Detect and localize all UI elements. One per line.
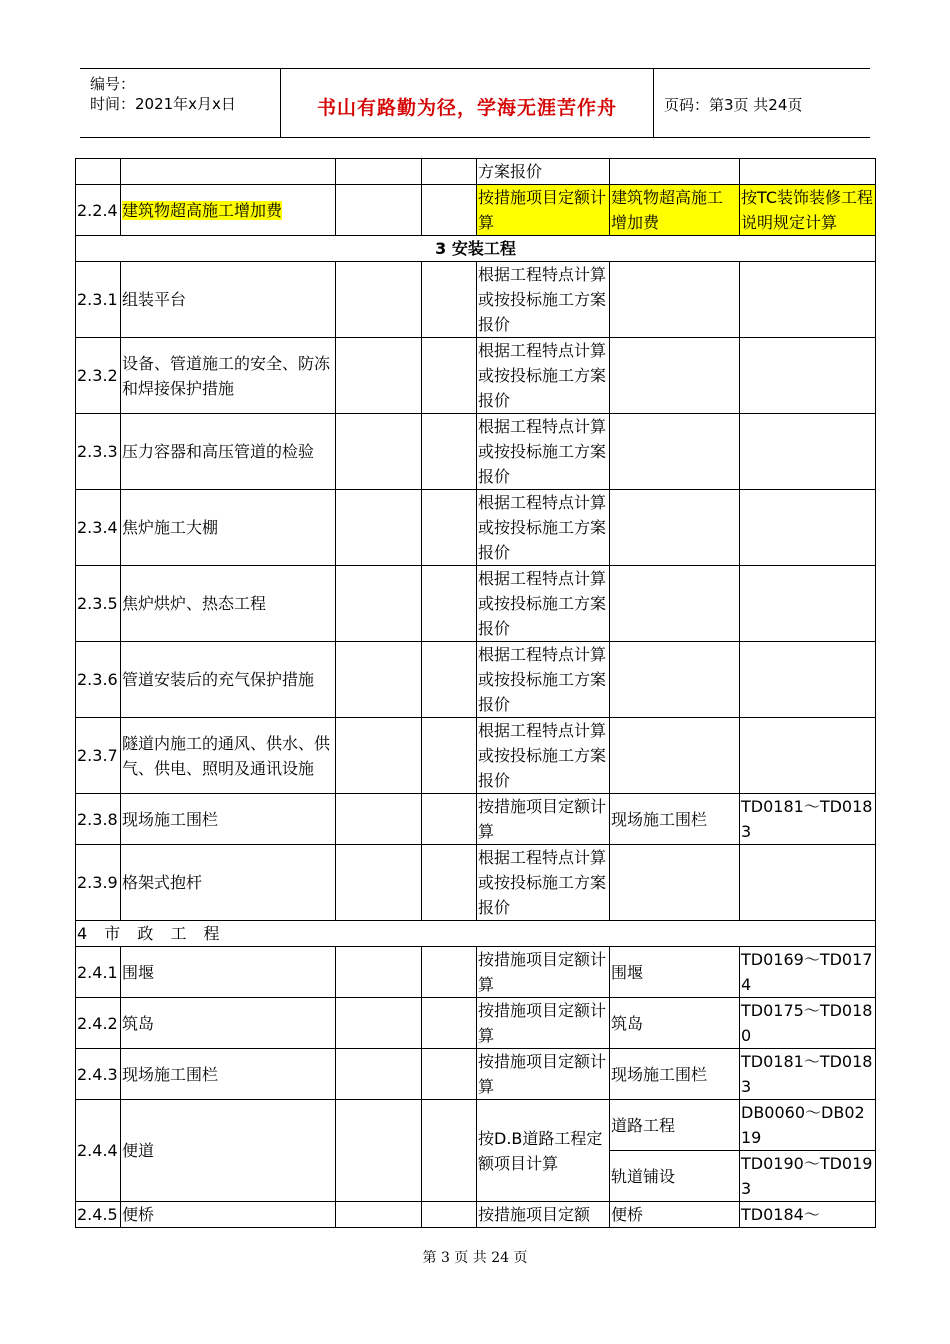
name-cell: 筑岛 <box>121 998 336 1049</box>
header-page-number: 页码：第3页 共24页 <box>664 96 803 114</box>
empty-cell <box>422 642 477 718</box>
item-cell <box>610 414 740 490</box>
item-cell <box>610 159 740 185</box>
ref-cell: TD0181～TD0183 <box>740 1049 876 1100</box>
name-cell <box>121 185 336 236</box>
method-cell: 按措施项目定额计算 <box>477 1049 610 1100</box>
empty-cell <box>422 718 477 794</box>
ref-cell: DB0060～DB0219 <box>740 1100 876 1151</box>
section-row <box>76 236 876 262</box>
item-cell <box>610 566 740 642</box>
section-heading: 4 市 政 工 程 <box>76 921 876 947</box>
method-cell: 根据工程特点计算或按投标施工方案报价 <box>477 262 610 338</box>
ref-cell <box>740 718 876 794</box>
code-cell: 2.3.6 <box>76 642 121 718</box>
method-cell: 根据工程特点计算或按投标施工方案报价 <box>477 414 610 490</box>
item-cell: 道路工程 <box>610 1100 740 1151</box>
empty-cell <box>336 1100 422 1202</box>
code-cell: 2.3.9 <box>76 845 121 921</box>
method-cell: 根据工程特点计算或按投标施工方案报价 <box>477 718 610 794</box>
method-cell: 根据工程特点计算或按投标施工方案报价 <box>477 845 610 921</box>
empty-cell <box>422 998 477 1049</box>
method-cell: 根据工程特点计算或按投标施工方案报价 <box>477 642 610 718</box>
item-cell <box>610 262 740 338</box>
method-cell: 按措施项目定额计算 <box>477 947 610 998</box>
empty-cell <box>422 262 477 338</box>
empty-cell <box>336 1202 422 1228</box>
name-cell: 现场施工围栏 <box>121 1049 336 1100</box>
method-cell: 按D.B道路工程定额项目计算 <box>477 1100 610 1202</box>
name-cell: 焦炉烘炉、热态工程 <box>121 566 336 642</box>
table-row <box>76 947 876 998</box>
name-cell: 隧道内施工的通风、供水、供气、供电、照明及通讯设施 <box>121 718 336 794</box>
method-cell: 根据工程特点计算或按投标施工方案报价 <box>477 566 610 642</box>
method-cell: 根据工程特点计算或按投标施工方案报价 <box>477 490 610 566</box>
table-row <box>76 185 876 236</box>
table-row <box>76 159 876 185</box>
code-cell: 2.3.4 <box>76 490 121 566</box>
ref-cell: TD0190～TD0193 <box>740 1151 876 1202</box>
empty-cell <box>336 159 422 185</box>
item-cell <box>610 845 740 921</box>
method-cell: 根据工程特点计算或按投标施工方案报价 <box>477 338 610 414</box>
item-cell <box>610 490 740 566</box>
empty-cell <box>422 414 477 490</box>
highlighted-name: 建筑物超高施工增加费 <box>122 200 283 220</box>
ref-cell: TD0175～TD0180 <box>740 998 876 1049</box>
name-cell <box>121 159 336 185</box>
item-cell: 现场施工围栏 <box>610 1049 740 1100</box>
code-cell: 2.4.4 <box>76 1100 121 1202</box>
ref-cell: TD0169～TD0174 <box>740 947 876 998</box>
table-row <box>76 490 876 566</box>
empty-cell <box>336 185 422 236</box>
empty-cell <box>336 338 422 414</box>
ref-cell <box>740 642 876 718</box>
empty-cell <box>336 794 422 845</box>
table-row <box>76 262 876 338</box>
empty-cell <box>336 947 422 998</box>
table-row <box>76 718 876 794</box>
empty-cell <box>422 338 477 414</box>
item-cell: 轨道铺设 <box>610 1151 740 1202</box>
empty-cell <box>422 1049 477 1100</box>
empty-cell <box>422 159 477 185</box>
empty-cell <box>336 642 422 718</box>
ref-cell <box>740 338 876 414</box>
empty-cell <box>422 794 477 845</box>
method-cell: 方案报价 <box>477 159 610 185</box>
empty-cell <box>422 566 477 642</box>
ref-cell: TD0181～TD0183 <box>740 794 876 845</box>
code-cell: 2.3.3 <box>76 414 121 490</box>
ref-cell: 按TC装饰装修工程说明规定计算 <box>740 185 876 236</box>
table-row <box>76 794 876 845</box>
header-motto-cell <box>281 69 654 137</box>
table-row <box>76 414 876 490</box>
table-row <box>76 338 876 414</box>
item-cell: 围堰 <box>610 947 740 998</box>
empty-cell <box>336 998 422 1049</box>
code-cell: 2.3.1 <box>76 262 121 338</box>
name-cell: 设备、管道施工的安全、防冻和焊接保护措施 <box>121 338 336 414</box>
method-cell: 按措施项目定额 <box>477 1202 610 1228</box>
section-row <box>76 921 876 947</box>
code-cell: 2.3.2 <box>76 338 121 414</box>
code-cell: 2.2.4 <box>76 185 121 236</box>
item-cell <box>610 718 740 794</box>
table-row <box>76 1202 876 1228</box>
empty-cell <box>336 262 422 338</box>
name-cell: 焦炉施工大棚 <box>121 490 336 566</box>
empty-cell <box>422 1202 477 1228</box>
table-row <box>76 845 876 921</box>
section-heading: 3 安装工程 <box>76 236 876 262</box>
item-cell: 便桥 <box>610 1202 740 1228</box>
item-cell: 现场施工围栏 <box>610 794 740 845</box>
ref-cell <box>740 566 876 642</box>
code-cell: 2.3.7 <box>76 718 121 794</box>
name-cell: 组装平台 <box>121 262 336 338</box>
empty-cell <box>422 490 477 566</box>
name-cell: 压力容器和高压管道的检验 <box>121 414 336 490</box>
page-footer: 第 3 页 共 24 页 <box>422 1250 528 1266</box>
empty-cell <box>336 566 422 642</box>
table-row <box>76 1049 876 1100</box>
document-number-label: 编号： <box>90 75 136 93</box>
table-row <box>76 642 876 718</box>
empty-cell <box>336 490 422 566</box>
table-row <box>76 1100 876 1151</box>
code-cell: 2.3.5 <box>76 566 121 642</box>
header-page-cell <box>654 69 870 137</box>
empty-cell <box>336 718 422 794</box>
name-cell: 围堰 <box>121 947 336 998</box>
empty-cell <box>336 845 422 921</box>
table-row <box>76 566 876 642</box>
item-cell <box>610 338 740 414</box>
empty-cell <box>336 1049 422 1100</box>
code-cell <box>76 159 121 185</box>
ref-cell: TD0184～ <box>740 1202 876 1228</box>
name-cell: 管道安装后的充气保护措施 <box>121 642 336 718</box>
header-meta-cell <box>80 69 281 137</box>
measures-table-body <box>76 159 876 1228</box>
method-cell: 按措施项目定额计算 <box>477 998 610 1049</box>
name-cell: 现场施工围栏 <box>121 794 336 845</box>
page-header <box>80 68 870 138</box>
item-cell: 筑岛 <box>610 998 740 1049</box>
empty-cell <box>422 1100 477 1202</box>
empty-cell <box>422 845 477 921</box>
document-date-label: 时间：2021年x月x日 <box>90 95 236 113</box>
ref-cell <box>740 414 876 490</box>
name-cell: 便道 <box>121 1100 336 1202</box>
code-cell: 2.4.5 <box>76 1202 121 1228</box>
header-motto: 书山有路勤为径，学海无涯苦作舟 <box>316 97 617 119</box>
ref-cell <box>740 159 876 185</box>
empty-cell <box>336 414 422 490</box>
item-cell: 建筑物超高施工增加费 <box>610 185 740 236</box>
ref-cell <box>740 845 876 921</box>
empty-cell <box>422 947 477 998</box>
table-row <box>76 998 876 1049</box>
empty-cell <box>422 185 477 236</box>
method-cell: 按措施项目定额计算 <box>477 794 610 845</box>
item-cell <box>610 642 740 718</box>
name-cell: 便桥 <box>121 1202 336 1228</box>
name-cell: 格架式抱杆 <box>121 845 336 921</box>
method-cell: 按措施项目定额计算 <box>477 185 610 236</box>
ref-cell <box>740 262 876 338</box>
ref-cell <box>740 490 876 566</box>
code-cell: 2.4.3 <box>76 1049 121 1100</box>
code-cell: 2.4.2 <box>76 998 121 1049</box>
code-cell: 2.4.1 <box>76 947 121 998</box>
measures-table <box>75 158 876 1228</box>
code-cell: 2.3.8 <box>76 794 121 845</box>
